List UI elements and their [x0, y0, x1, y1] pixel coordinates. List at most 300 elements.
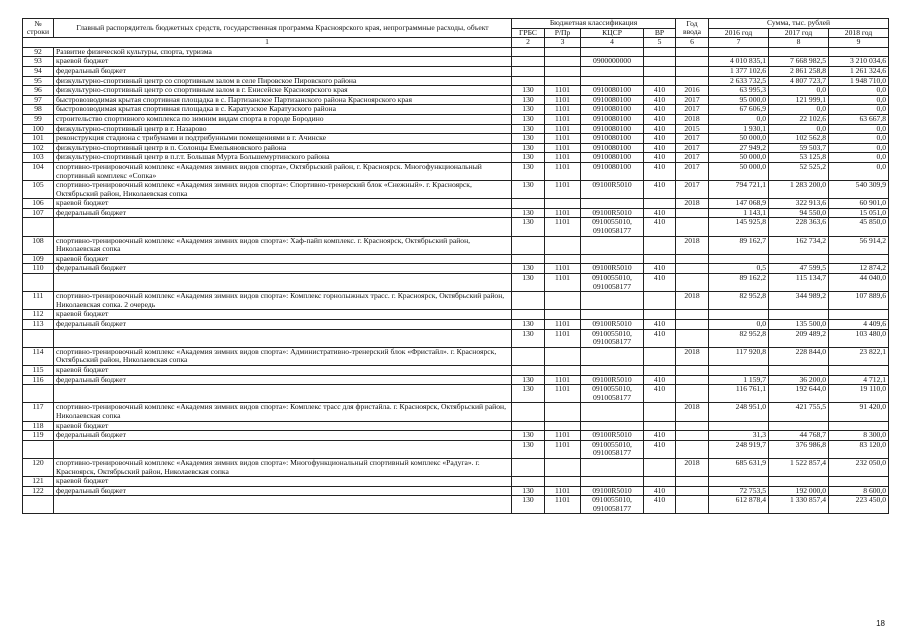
table-row: [23, 66, 889, 76]
cell-2016: 89 162,7: [709, 236, 769, 254]
cell-2016: 1 930,1: [709, 124, 769, 134]
cell-year: [676, 375, 709, 385]
cell-2018: 232 050,0: [829, 458, 889, 476]
cell-2018: 223 450,0: [829, 496, 889, 514]
cell-rpr: 1101: [545, 440, 581, 458]
cell-row-number: 118: [23, 421, 54, 431]
table-row: [23, 421, 889, 431]
table-row: [23, 486, 889, 496]
header-year: Год ввода: [676, 19, 709, 38]
cell-2018: 60 901,0: [829, 199, 889, 209]
header-vr: ВР: [644, 28, 676, 38]
cell-rpr: 1101: [545, 264, 581, 274]
cell-grbs: 130: [512, 124, 545, 134]
cell-2018: 45 850,0: [829, 218, 889, 236]
cell-2018: 107 889,6: [829, 292, 889, 310]
cell-kcsr: 0910080100: [581, 162, 644, 180]
cell-grbs: [512, 421, 545, 431]
cell-vr: [644, 57, 676, 67]
cell-2018: 0,0: [829, 134, 889, 144]
cell-year: [676, 76, 709, 86]
cell-2017: 162 734,2: [769, 236, 829, 254]
cell-vr: 410: [644, 320, 676, 330]
cell-2016: 116 761,1: [709, 385, 769, 403]
cell-vr: 410: [644, 274, 676, 292]
cell-row-number: 93: [23, 57, 54, 67]
cell-grbs: [512, 236, 545, 254]
cell-rpr: 1101: [545, 124, 581, 134]
table-row: [23, 347, 889, 365]
cell-object-name: краевой бюджет: [54, 421, 512, 431]
table-row: [23, 105, 889, 115]
cell-rpr: 1101: [545, 375, 581, 385]
cell-row-number: 96: [23, 86, 54, 96]
cell-rpr: [545, 403, 581, 421]
cell-vr: 410: [644, 431, 676, 441]
cell-object-name: краевой бюджет: [54, 365, 512, 375]
cell-vr: [644, 199, 676, 209]
cell-rpr: 1101: [545, 143, 581, 153]
cell-year: 2018: [676, 403, 709, 421]
cell-2016: 147 068,9: [709, 199, 769, 209]
cell-kcsr: 0910055010, 0910058177: [581, 329, 644, 347]
cell-object-name: спортивно-тренировочный комплекс «Академия зимних видов спорта»: Многофункциональный спортивный комплекс «Радуга». г. Красноярск, Октябрьский район, Николаевская сопка: [54, 458, 512, 476]
cell-2017: 228 363,6: [769, 218, 829, 236]
cell-vr: 410: [644, 218, 676, 236]
cell-vr: 410: [644, 208, 676, 218]
cell-2017: 421 755,5: [769, 403, 829, 421]
cell-2017: 2 861 258,8: [769, 66, 829, 76]
table-row: [23, 310, 889, 320]
cell-kcsr: 09100R5010: [581, 181, 644, 199]
cell-grbs: [512, 57, 545, 67]
table-row: [23, 218, 889, 236]
cell-2016: 0,0: [709, 114, 769, 124]
cell-2016: 248 919,7: [709, 440, 769, 458]
cell-kcsr: [581, 76, 644, 86]
header-2017: 2017 год: [769, 28, 829, 38]
cell-grbs: [512, 403, 545, 421]
cell-2018: 83 120,0: [829, 440, 889, 458]
cell-grbs: 130: [512, 375, 545, 385]
cell-kcsr: [581, 47, 644, 57]
cell-2016: [709, 254, 769, 264]
cell-2016: 72 753,5: [709, 486, 769, 496]
cell-year: 2018: [676, 292, 709, 310]
table-row: [23, 236, 889, 254]
table-row: [23, 208, 889, 218]
cell-kcsr: [581, 199, 644, 209]
cell-2018: 19 110,0: [829, 385, 889, 403]
cell-vr: 410: [644, 162, 676, 180]
cell-row-number: 110: [23, 264, 54, 274]
cell-2018: 3 210 034,6: [829, 57, 889, 67]
header-col-index-3: 3: [545, 38, 581, 48]
page-number: 18: [876, 619, 885, 628]
header-grbs: ГРБС: [512, 28, 545, 38]
cell-kcsr: [581, 421, 644, 431]
cell-year: [676, 320, 709, 330]
cell-kcsr: 09100R5010: [581, 208, 644, 218]
table-row: [23, 57, 889, 67]
cell-2017: 102 562,8: [769, 134, 829, 144]
cell-row-number: 103: [23, 153, 54, 163]
cell-2017: 52 525,2: [769, 162, 829, 180]
header-col-index-2: 2: [512, 38, 545, 48]
cell-2018: 91 420,0: [829, 403, 889, 421]
cell-vr: [644, 458, 676, 476]
cell-rpr: 1101: [545, 181, 581, 199]
cell-2017: 115 134,7: [769, 274, 829, 292]
cell-vr: 410: [644, 329, 676, 347]
table-row: [23, 477, 889, 487]
cell-object-name: краевой бюджет: [54, 57, 512, 67]
cell-row-number: 97: [23, 95, 54, 105]
cell-year: 2017: [676, 153, 709, 163]
cell-2018: 1 261 324,6: [829, 66, 889, 76]
table-row: [23, 329, 889, 347]
cell-2017: 322 913,6: [769, 199, 829, 209]
cell-grbs: 130: [512, 143, 545, 153]
cell-2018: 0,0: [829, 86, 889, 96]
cell-object-name: краевой бюджет: [54, 477, 512, 487]
cell-kcsr: 0910055010, 0910058177: [581, 274, 644, 292]
cell-vr: 410: [644, 105, 676, 115]
cell-2016: 4 010 835,1: [709, 57, 769, 67]
cell-year: [676, 496, 709, 514]
cell-row-number: 100: [23, 124, 54, 134]
cell-year: [676, 440, 709, 458]
cell-row-number: 94: [23, 66, 54, 76]
cell-row-number: 102: [23, 143, 54, 153]
cell-year: [676, 274, 709, 292]
cell-year: [676, 218, 709, 236]
table-row: [23, 274, 889, 292]
cell-row-number: 95: [23, 76, 54, 86]
cell-year: [676, 477, 709, 487]
cell-object-name: краевой бюджет: [54, 254, 512, 264]
cell-kcsr: 09100R5010: [581, 486, 644, 496]
cell-2017: 376 986,8: [769, 440, 829, 458]
cell-grbs: 130: [512, 320, 545, 330]
cell-2016: 67 606,9: [709, 105, 769, 115]
cell-2017: 53 125,8: [769, 153, 829, 163]
cell-row-number: 120: [23, 458, 54, 476]
cell-kcsr: 0900000000: [581, 57, 644, 67]
cell-grbs: 130: [512, 440, 545, 458]
cell-row-number: 106: [23, 199, 54, 209]
table-row: [23, 365, 889, 375]
cell-grbs: 130: [512, 274, 545, 292]
header-budget-classification: Бюджетная классификация: [512, 19, 676, 29]
cell-grbs: 130: [512, 264, 545, 274]
header-2016: 2016 год: [709, 28, 769, 38]
cell-year: 2017: [676, 143, 709, 153]
cell-2017: [769, 310, 829, 320]
cell-2017: 0,0: [769, 105, 829, 115]
cell-grbs: 130: [512, 208, 545, 218]
header-col-index-9: 9: [829, 38, 889, 48]
cell-rpr: 1101: [545, 86, 581, 96]
table-row: [23, 403, 889, 421]
cell-2016: 794 721,1: [709, 181, 769, 199]
cell-kcsr: 0910080100: [581, 153, 644, 163]
cell-2016: [709, 421, 769, 431]
cell-object-name: Развитие физической культуры, спорта, туризма: [54, 47, 512, 57]
cell-year: [676, 365, 709, 375]
table-row: [23, 76, 889, 86]
cell-year: [676, 264, 709, 274]
cell-grbs: 130: [512, 431, 545, 441]
cell-object-name: [54, 218, 512, 236]
cell-grbs: 130: [512, 153, 545, 163]
cell-grbs: [512, 365, 545, 375]
cell-2016: 95 000,0: [709, 95, 769, 105]
cell-kcsr: [581, 66, 644, 76]
cell-row-number: 109: [23, 254, 54, 264]
cell-row-number: 92: [23, 47, 54, 57]
cell-vr: 410: [644, 264, 676, 274]
cell-2016: 685 631,9: [709, 458, 769, 476]
table-row: [23, 320, 889, 330]
cell-2018: [829, 47, 889, 57]
cell-grbs: 130: [512, 134, 545, 144]
cell-2018: 8 600,0: [829, 486, 889, 496]
cell-year: [676, 57, 709, 67]
cell-2017: [769, 365, 829, 375]
cell-year: [676, 385, 709, 403]
header-col-index-4: 4: [581, 38, 644, 48]
cell-year: 2018: [676, 347, 709, 365]
cell-year: [676, 254, 709, 264]
cell-kcsr: 0910055010, 0910058177: [581, 440, 644, 458]
cell-grbs: [512, 458, 545, 476]
cell-row-number: [23, 218, 54, 236]
table-row: [23, 385, 889, 403]
cell-object-name: реконструкция стадиона с трибунами и подтрибунными помещениями в г. Ачинске: [54, 134, 512, 144]
header-object-name: Главный распорядитель бюджетных средств, государственная программа Красноярского края, непрограммные расходы, объект: [54, 19, 512, 38]
table-row: [23, 264, 889, 274]
cell-vr: 410: [644, 496, 676, 514]
cell-kcsr: 0910080100: [581, 134, 644, 144]
cell-year: 2015: [676, 124, 709, 134]
cell-2017: 209 489,2: [769, 329, 829, 347]
cell-object-name: физкультурно-спортивный центр в г. Назарово: [54, 124, 512, 134]
cell-2016: 82 952,8: [709, 292, 769, 310]
cell-2016: 0,0: [709, 320, 769, 330]
cell-vr: 410: [644, 181, 676, 199]
cell-object-name: [54, 329, 512, 347]
cell-vr: 410: [644, 385, 676, 403]
table-row: [23, 292, 889, 310]
table-row: [23, 47, 889, 57]
cell-row-number: 121: [23, 477, 54, 487]
cell-rpr: 1101: [545, 431, 581, 441]
budget-table: [22, 18, 889, 514]
cell-2016: 117 920,8: [709, 347, 769, 365]
cell-object-name: федеральный бюджет: [54, 486, 512, 496]
cell-row-number: 101: [23, 134, 54, 144]
cell-year: [676, 208, 709, 218]
table-row: [23, 153, 889, 163]
cell-2016: 50 000,0: [709, 153, 769, 163]
cell-year: 2017: [676, 162, 709, 180]
cell-grbs: 130: [512, 496, 545, 514]
cell-2018: [829, 254, 889, 264]
cell-year: 2017: [676, 181, 709, 199]
cell-2017: 94 550,0: [769, 208, 829, 218]
cell-2016: [709, 477, 769, 487]
table-row: [23, 199, 889, 209]
cell-2018: 56 914,2: [829, 236, 889, 254]
cell-2016: 248 951,0: [709, 403, 769, 421]
cell-rpr: [545, 57, 581, 67]
cell-object-name: строительство спортивного комплекса по зимним видам спорта в городе Бородино: [54, 114, 512, 124]
cell-rpr: 1101: [545, 486, 581, 496]
cell-2016: 50 000,0: [709, 162, 769, 180]
cell-grbs: [512, 66, 545, 76]
cell-rpr: [545, 236, 581, 254]
header-sum: Сумма, тыс. рублей: [709, 19, 889, 29]
cell-row-number: 105: [23, 181, 54, 199]
header-2018: 2018 год: [829, 28, 889, 38]
cell-object-name: федеральный бюджет: [54, 208, 512, 218]
cell-vr: 410: [644, 86, 676, 96]
cell-2017: 0,0: [769, 86, 829, 96]
cell-2018: 63 667,8: [829, 114, 889, 124]
header-col-index-7: 7: [709, 38, 769, 48]
cell-year: [676, 329, 709, 347]
cell-2018: 4 712,1: [829, 375, 889, 385]
cell-kcsr: [581, 254, 644, 264]
cell-year: 2017: [676, 105, 709, 115]
cell-vr: [644, 365, 676, 375]
header-col-index-6: 6: [676, 38, 709, 48]
cell-rpr: [545, 66, 581, 76]
cell-object-name: быстровозводимая крытая спортивная площадка в с. Партизанское Партизанского района Красноярского края: [54, 95, 512, 105]
cell-object-name: федеральный бюджет: [54, 66, 512, 76]
cell-rpr: [545, 365, 581, 375]
cell-kcsr: 0910080100: [581, 143, 644, 153]
cell-2016: 1 377 102,6: [709, 66, 769, 76]
cell-grbs: [512, 310, 545, 320]
table-row: [23, 254, 889, 264]
cell-2016: 0,5: [709, 264, 769, 274]
cell-row-number: 117: [23, 403, 54, 421]
cell-2018: 0,0: [829, 105, 889, 115]
cell-2017: 1 283 200,0: [769, 181, 829, 199]
cell-2016: [709, 365, 769, 375]
cell-kcsr: [581, 458, 644, 476]
table-row: [23, 86, 889, 96]
cell-2018: [829, 477, 889, 487]
cell-kcsr: [581, 310, 644, 320]
cell-object-name: спортивно-тренировочный комплекс «Академия зимних видов спорта»: Административно-тренерский блок «Фристайл». г. Красноярск, Октябрьский район, Николаевская сопка: [54, 347, 512, 365]
cell-row-number: [23, 440, 54, 458]
cell-kcsr: [581, 236, 644, 254]
cell-2016: [709, 47, 769, 57]
cell-grbs: [512, 347, 545, 365]
cell-2017: 228 844,0: [769, 347, 829, 365]
cell-vr: [644, 76, 676, 86]
cell-2018: 540 309,9: [829, 181, 889, 199]
cell-object-name: [54, 274, 512, 292]
cell-2016: 82 952,8: [709, 329, 769, 347]
header-row-number: № строки: [23, 19, 54, 38]
cell-year: [676, 431, 709, 441]
cell-2016: 27 949,2: [709, 143, 769, 153]
header-kcsr: КЦСР: [581, 28, 644, 38]
cell-year: 2017: [676, 95, 709, 105]
cell-year: 2016: [676, 86, 709, 96]
cell-vr: [644, 292, 676, 310]
cell-2017: 1 522 857,4: [769, 458, 829, 476]
table-row: [23, 124, 889, 134]
cell-object-name: краевой бюджет: [54, 199, 512, 209]
cell-object-name: федеральный бюджет: [54, 264, 512, 274]
table-row: [23, 431, 889, 441]
cell-year: 2017: [676, 134, 709, 144]
cell-2018: 0,0: [829, 153, 889, 163]
cell-2018: 0,0: [829, 162, 889, 180]
cell-rpr: [545, 310, 581, 320]
cell-2018: 0,0: [829, 124, 889, 134]
cell-object-name: быстровозводимая крытая спортивная площадка в с. Каратузское Каратузского района: [54, 105, 512, 115]
cell-vr: 410: [644, 440, 676, 458]
cell-kcsr: [581, 292, 644, 310]
cell-2017: 4 807 723,7: [769, 76, 829, 86]
cell-rpr: 1101: [545, 218, 581, 236]
cell-2018: 4 409,6: [829, 320, 889, 330]
table-row: [23, 496, 889, 514]
cell-row-number: 99: [23, 114, 54, 124]
cell-rpr: [545, 477, 581, 487]
cell-year: 2018: [676, 458, 709, 476]
cell-kcsr: 0910080100: [581, 114, 644, 124]
cell-2018: 1 948 710,0: [829, 76, 889, 86]
cell-2018: 15 051,0: [829, 208, 889, 218]
cell-row-number: [23, 329, 54, 347]
cell-2016: 145 925,8: [709, 218, 769, 236]
cell-rpr: [545, 76, 581, 86]
cell-rpr: 1101: [545, 329, 581, 347]
cell-row-number: 114: [23, 347, 54, 365]
cell-rpr: [545, 347, 581, 365]
table-row: [23, 114, 889, 124]
cell-grbs: 130: [512, 162, 545, 180]
cell-2016: 31,3: [709, 431, 769, 441]
cell-2017: 1 330 857,4: [769, 496, 829, 514]
cell-2018: 0,0: [829, 143, 889, 153]
cell-kcsr: [581, 347, 644, 365]
cell-grbs: 130: [512, 385, 545, 403]
table-row: [23, 458, 889, 476]
cell-rpr: 1101: [545, 385, 581, 403]
cell-2017: 44 768,7: [769, 431, 829, 441]
cell-vr: [644, 421, 676, 431]
cell-2017: 192 644,0: [769, 385, 829, 403]
cell-rpr: 1101: [545, 274, 581, 292]
cell-object-name: спортивно-тренировочный комплекс «Академия зимних видов спорта», Октябрьский район, г. Красноярск. Многофункциональный спортивный комплекс «Сопка»: [54, 162, 512, 180]
cell-vr: [644, 236, 676, 254]
cell-grbs: 130: [512, 181, 545, 199]
cell-object-name: краевой бюджет: [54, 310, 512, 320]
cell-2016: 612 878,4: [709, 496, 769, 514]
cell-grbs: [512, 292, 545, 310]
cell-object-name: спортивно-тренировочный комплекс «Академия зимних видов спорта»: Комплекс горнолыжных трасс. г. Красноярск, Октябрьский район, Николаевская сопка. 2 очередь: [54, 292, 512, 310]
cell-2017: 59 503,7: [769, 143, 829, 153]
cell-grbs: [512, 199, 545, 209]
